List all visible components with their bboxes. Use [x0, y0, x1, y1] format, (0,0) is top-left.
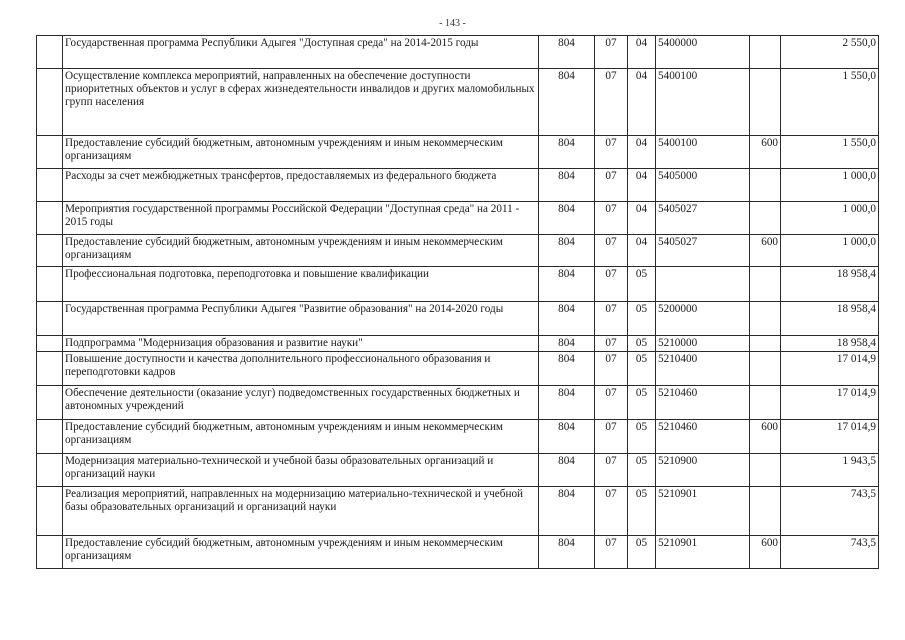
section-code: 07 [595, 302, 628, 336]
section-code: 07 [595, 202, 628, 235]
ministry-code: 804 [539, 69, 595, 136]
section-code: 07 [595, 336, 628, 352]
blank-cell [37, 536, 63, 569]
amount: 17 014,9 [781, 352, 879, 386]
target-article-code: 5405027 [656, 202, 750, 235]
table-row [37, 267, 879, 302]
section-code: 07 [595, 487, 628, 536]
blank-cell [37, 235, 63, 267]
subsection-code: 05 [628, 420, 656, 454]
subsection-code: 04 [628, 69, 656, 136]
expense-name: Государственная программа Республики Адыгея "Доступная среда" на 2014-2015 годы [63, 36, 539, 69]
ministry-code: 804 [539, 536, 595, 569]
subsection-code: 05 [628, 536, 656, 569]
expense-name: Реализация мероприятий, направленных на модернизацию материально-технической и учебной базы образовательных организаций и организаций науки [63, 487, 539, 536]
expense-type-code: 600 [750, 420, 781, 454]
ministry-code: 804 [539, 136, 595, 169]
blank-cell [37, 169, 63, 202]
subsection-code: 04 [628, 235, 656, 267]
amount: 743,5 [781, 487, 879, 536]
subsection-code: 04 [628, 202, 656, 235]
section-code: 07 [595, 235, 628, 267]
table-row [37, 169, 879, 202]
blank-cell [37, 36, 63, 69]
expense-type-code: 600 [750, 235, 781, 267]
amount: 17 014,9 [781, 420, 879, 454]
amount: 1 550,0 [781, 69, 879, 136]
expense-type-code: 600 [750, 136, 781, 169]
table-row [37, 36, 879, 69]
expense-type-code [750, 302, 781, 336]
target-article-code: 5210460 [656, 420, 750, 454]
table-row [37, 386, 879, 420]
target-article-code [656, 267, 750, 302]
section-code: 07 [595, 536, 628, 569]
subsection-code: 04 [628, 36, 656, 69]
subsection-code: 05 [628, 386, 656, 420]
table-row [37, 336, 879, 352]
subsection-code: 05 [628, 352, 656, 386]
section-code: 07 [595, 36, 628, 69]
expense-type-code [750, 69, 781, 136]
target-article-code: 5210460 [656, 386, 750, 420]
target-article-code: 5210901 [656, 536, 750, 569]
expense-type-code [750, 202, 781, 235]
amount: 18 958,4 [781, 267, 879, 302]
subsection-code: 04 [628, 136, 656, 169]
ministry-code: 804 [539, 420, 595, 454]
blank-cell [37, 136, 63, 169]
blank-cell [37, 69, 63, 136]
table-row [37, 302, 879, 336]
amount: 18 958,4 [781, 302, 879, 336]
expense-name: Мероприятия государственной программы Российской Федерации "Доступная среда" на 2011 - 2015 годы [63, 202, 539, 235]
expense-type-code [750, 386, 781, 420]
expense-type-code: 600 [750, 536, 781, 569]
expense-type-code [750, 36, 781, 69]
blank-cell [37, 202, 63, 235]
table-row [37, 69, 879, 136]
amount: 1 943,5 [781, 454, 879, 487]
expense-name: Подпрограмма "Модернизация образования и развитие науки" [63, 336, 539, 352]
target-article-code: 5210400 [656, 352, 750, 386]
table-row [37, 136, 879, 169]
ministry-code: 804 [539, 202, 595, 235]
target-article-code: 5210000 [656, 336, 750, 352]
ministry-code: 804 [539, 352, 595, 386]
target-article-code: 5210901 [656, 487, 750, 536]
amount: 743,5 [781, 536, 879, 569]
expense-name: Модернизация материально-технической и учебной базы образовательных организаций и организаций науки [63, 454, 539, 487]
expense-type-code [750, 454, 781, 487]
expense-name: Предоставление субсидий бюджетным, автономным учреждениям и иным некоммерческим организациям [63, 420, 539, 454]
blank-cell [37, 352, 63, 386]
ministry-code: 804 [539, 386, 595, 420]
subsection-code: 04 [628, 169, 656, 202]
ministry-code: 804 [539, 169, 595, 202]
amount: 2 550,0 [781, 36, 879, 69]
expense-type-code [750, 487, 781, 536]
expense-name: Предоставление субсидий бюджетным, автономным учреждениям и иным некоммерческим организациям [63, 536, 539, 569]
amount: 18 958,4 [781, 336, 879, 352]
ministry-code: 804 [539, 454, 595, 487]
expense-name: Государственная программа Республики Адыгея "Развитие образования" на 2014-2020 годы [63, 302, 539, 336]
ministry-code: 804 [539, 267, 595, 302]
page-number: - 143 - [439, 18, 466, 29]
blank-cell [37, 420, 63, 454]
ministry-code: 804 [539, 235, 595, 267]
section-code: 07 [595, 352, 628, 386]
subsection-code: 05 [628, 454, 656, 487]
amount: 17 014,9 [781, 386, 879, 420]
subsection-code: 05 [628, 487, 656, 536]
section-code: 07 [595, 454, 628, 487]
table-row [37, 454, 879, 487]
table-row [37, 487, 879, 536]
section-code: 07 [595, 386, 628, 420]
target-article-code: 5200000 [656, 302, 750, 336]
blank-cell [37, 336, 63, 352]
blank-cell [37, 454, 63, 487]
expense-name: Профессиональная подготовка, переподготовка и повышение квалификации [63, 267, 539, 302]
table-row [37, 420, 879, 454]
expense-name: Предоставление субсидий бюджетным, автономным учреждениям и иным некоммерческим организациям [63, 136, 539, 169]
expense-name: Расходы за счет межбюджетных трансфертов, предоставляемых из федерального бюджета [63, 169, 539, 202]
target-article-code: 5400100 [656, 69, 750, 136]
subsection-code: 05 [628, 267, 656, 302]
section-code: 07 [595, 69, 628, 136]
section-code: 07 [595, 169, 628, 202]
table-row [37, 352, 879, 386]
table-row [37, 536, 879, 569]
amount: 1 000,0 [781, 169, 879, 202]
expense-type-code [750, 352, 781, 386]
budget-table [36, 35, 879, 569]
table-row [37, 202, 879, 235]
subsection-code: 05 [628, 336, 656, 352]
expense-name: Предоставление субсидий бюджетным, автономным учреждениям и иным некоммерческим организациям [63, 235, 539, 267]
expense-name: Обеспечение деятельности (оказание услуг) подведомственных государственных бюджетных и автономных учреждений [63, 386, 539, 420]
target-article-code: 5405027 [656, 235, 750, 267]
target-article-code: 5400000 [656, 36, 750, 69]
ministry-code: 804 [539, 36, 595, 69]
ministry-code: 804 [539, 487, 595, 536]
amount: 1 550,0 [781, 136, 879, 169]
target-article-code: 5405000 [656, 169, 750, 202]
blank-cell [37, 386, 63, 420]
amount: 1 000,0 [781, 235, 879, 267]
amount: 1 000,0 [781, 202, 879, 235]
subsection-code: 05 [628, 302, 656, 336]
expense-type-code [750, 267, 781, 302]
expense-name: Осуществление комплекса мероприятий, направленных на обеспечение доступности приоритетных объектов и услуг в сферах жизнедеятельности инвалидов и других маломобильных групп населения [63, 69, 539, 136]
ministry-code: 804 [539, 336, 595, 352]
blank-cell [37, 267, 63, 302]
table-row [37, 235, 879, 267]
blank-cell [37, 302, 63, 336]
section-code: 07 [595, 267, 628, 302]
expense-name: Повышение доступности и качества дополнительного профессионального образования и переподготовки кадров [63, 352, 539, 386]
section-code: 07 [595, 136, 628, 169]
target-article-code: 5400100 [656, 136, 750, 169]
ministry-code: 804 [539, 302, 595, 336]
blank-cell [37, 487, 63, 536]
section-code: 07 [595, 420, 628, 454]
target-article-code: 5210900 [656, 454, 750, 487]
expense-type-code [750, 336, 781, 352]
expense-type-code [750, 169, 781, 202]
